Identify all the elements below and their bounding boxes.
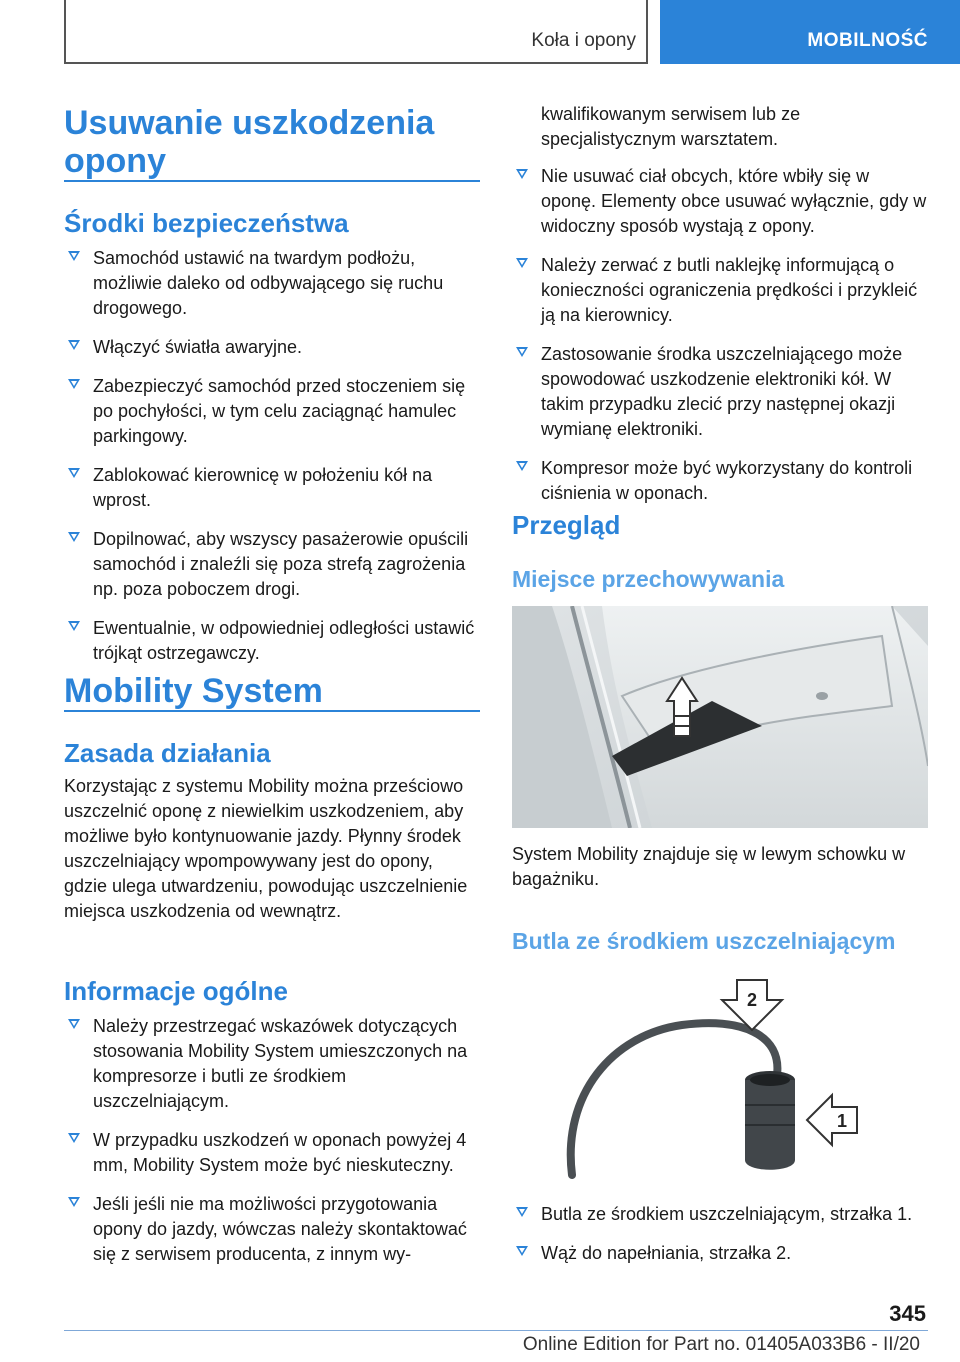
triangle-bullet-icon [68,379,80,389]
triangle-bullet-icon [68,1133,80,1143]
list-item: W przypadku uszkodzeń w oponach powyżej 4 mm, Mobility System może być nieskuteczny. [64,1128,480,1178]
storage-heading: Miejsce przechowywania [512,566,785,592]
triangle-bullet-icon [516,1207,528,1217]
list-item: Ewentualnie, w odpowiedniej odległości ustawić trójkąt ostrzegawczy. [64,616,480,666]
safety-heading: Środki bezpieczeństwa [64,208,349,238]
mobility-title: Mobility System [64,672,323,710]
page-number: 345 [889,1301,926,1326]
mobility-rule [64,710,480,712]
list-item: Samochód ustawić na twardym podłożu, możliwie daleko od odbywającego się ruchu drogowego. [64,246,480,321]
general-heading: Informacje ogólne [64,976,288,1006]
triangle-bullet-icon [68,532,80,542]
arrow-1-label: 1 [836,1111,848,1131]
list-item: Butla ze środkiem uszczelniającym, strzałka 1. [512,1202,928,1227]
bottle-list [512,1202,928,1280]
triangle-bullet-icon [516,258,528,268]
list-item: Dopilnować, aby wszyscy pasażerowie opuścili samochód i znaleźli się poza strefą zagrożenia np. poza poboczem drogi. [64,527,480,602]
triangle-bullet-icon [516,169,528,179]
footer-edition: Online Edition for Part no. 01405A033B6 - II/20 [522,1334,920,1355]
list-item: Wąż do napełniania, strzałka 2. [512,1241,928,1266]
arrow-2-label: 2 [746,990,758,1010]
triangle-bullet-icon [516,347,528,357]
bottle-heading: Butla ze środkiem uszczelniającym [512,928,896,954]
triangle-bullet-icon [68,1019,80,1029]
list-item: Kompresor może być wykorzystany do kontroli ciśnienia w oponach. [512,456,928,506]
list-item: Należy zerwać z butli naklejkę informującą o konieczności ograniczenia prędkości i przykleić ją na kierownicy. [512,253,928,328]
triangle-bullet-icon [68,340,80,350]
storage-caption: System Mobility znajduje się w lewym schowku w bagażniku. [512,844,906,889]
header-section: Koła i opony [531,30,636,51]
triangle-bullet-icon [68,251,80,261]
list-item: Nie usuwać ciał obcych, które wbiły się w oponę. Elementy obce usuwać wyłącznie, gdy w widoczny sposób wystają z opony. [512,164,928,239]
triangle-bullet-icon [68,1197,80,1207]
list-item: Zastosowanie środka uszczelniającego może spowodować uszkodzenie elektroniki kół. W takim przypadku zlecić przy następnej okazji wymianę elektroniki. [512,342,928,442]
list-item: Należy przestrzegać wskazówek dotyczących stosowania Mobility System umieszczonych na kompresorze i butli ze środkiem uszczelniającym. [64,1014,480,1114]
overview-heading: Przegląd [512,510,621,540]
principle-heading: Zasada działania [64,738,271,768]
triangle-bullet-icon [68,621,80,631]
triangle-bullet-icon [516,461,528,471]
page-title: Usuwanie uszkodzenia opony [64,104,435,180]
list-item: Zabezpieczyć samochód przed stoczeniem się po pochyłości, w tym celu zaciągnąć hamulec parkingowy. [64,374,480,449]
triangle-bullet-icon [68,468,80,478]
list-item: Jeśli jeśli nie ma możliwości przygotowania opony do jazdy, wówczas należy skontaktować się z serwisem producenta, z innym wy- [64,1192,480,1267]
triangle-bullet-icon [516,1246,528,1256]
list-item: Włączyć światła awaryjne. [64,335,480,360]
trunk-storage-illustration [512,606,928,828]
header-chapter-label: MOBILNOŚĆ [807,30,928,51]
title-rule [64,180,480,182]
list-item: Zablokować kierownicę w położeniu kół na wprost. [64,463,480,513]
continued-text: kwalifikowanym serwisem lub ze specjalistycznym warsztatem. [541,104,801,149]
safety-list [64,246,480,680]
principle-text: Korzystając z systemu Mobility można prześciowo uszczelnić oponę z niewielkim uszkodzeniem, aby możliwe było kontynuowanie jazdy. Płynny środek uszczelniający wpompowywany jest do opony, gdzie ulega utwardzeniu, powodując uszczelnienie miejsca uszkodzenia od wewnątrz. [64,776,468,921]
general-list [64,1014,480,1281]
header-chapter-tab [660,0,960,64]
sealant-bottle-illustration [552,975,892,1185]
tips-list [512,164,928,520]
footer-rule [64,1330,928,1331]
